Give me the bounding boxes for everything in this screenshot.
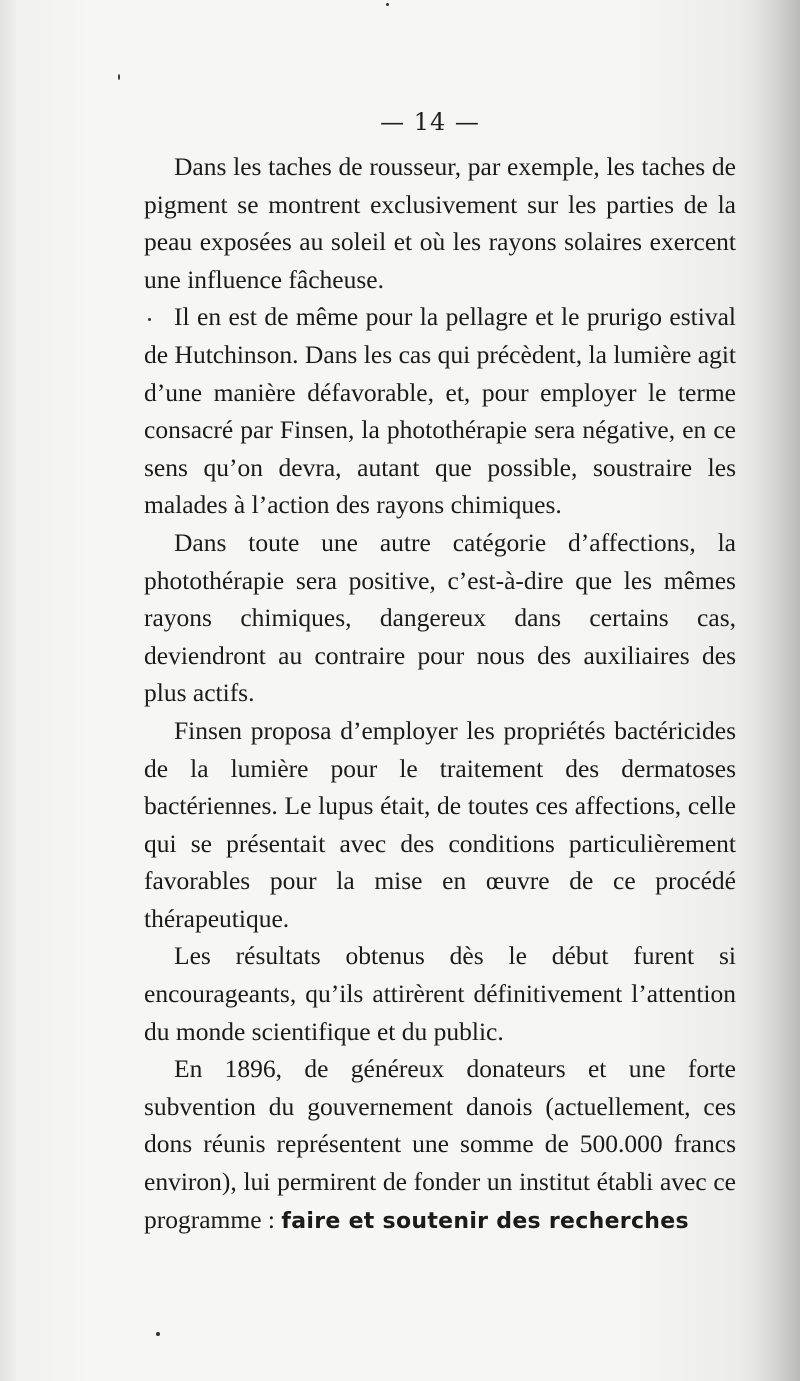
paragraph-1: Dans les taches de rousseur, par exemple, les taches de pigment se montrent exclusivement sur les parties de la peau exposées au soleil et où les rayons solaires exercent une influence fâcheuse. [144, 152, 736, 294]
scan-speck [156, 1332, 160, 1336]
body-text [144, 148, 736, 1240]
scan-speck [118, 74, 120, 80]
paragraph-6 [144, 1050, 736, 1240]
scan-speck [386, 3, 389, 6]
scan-speck [148, 318, 151, 321]
paragraph-6-emphasis: faire et soutenir des recherches [281, 1208, 689, 1234]
page-left-shadow [0, 0, 18, 1381]
paragraph-6-text: En 1896, de généreux donateurs et une forte subvention du gouvernement danois (actuellement, ces dons réunis représentent une somme de 500.000 francs environ), lui permirent de fonder un institut établi avec ce programme : [144, 1054, 736, 1234]
paragraph-2: Il en est de même pour la pellagre et le prurigo estival de Hutchinson. Dans les cas qui précèdent, la lumière agit d’une manière défavorable, et, pour employer le terme consacré par Finsen, la photothérapie sera négative, en ce sens qu’on devra, autant que possible, soustraire les malades à l’action des rayons chimiques. [144, 302, 736, 520]
paragraph-3: Dans toute une autre catégorie d’affections, la photothérapie sera positive, c’est-à-dire que les mêmes rayons chimiques, dangereux dans certains cas, deviendront au contraire pour nous des auxiliaires des plus actifs. [144, 527, 736, 708]
paragraph-4: Finsen proposa d’employer les propriétés bactéricides de la lumière pour le traitement des dermatoses bactériennes. Le lupus était, de toutes ces affections, celle qui se présentait avec des conditions particulièrement favorables pour la mise en œuvre de ce procédé thérapeutique. [144, 715, 736, 933]
page-number: — 14 — [380, 108, 480, 136]
page-edge-shadow [750, 0, 800, 1381]
paragraph-5: Les résultats obtenus dès le début furent si encourageants, qu’ils attirèrent définitivement l’attention du monde scientifique et du public. [144, 941, 736, 1046]
